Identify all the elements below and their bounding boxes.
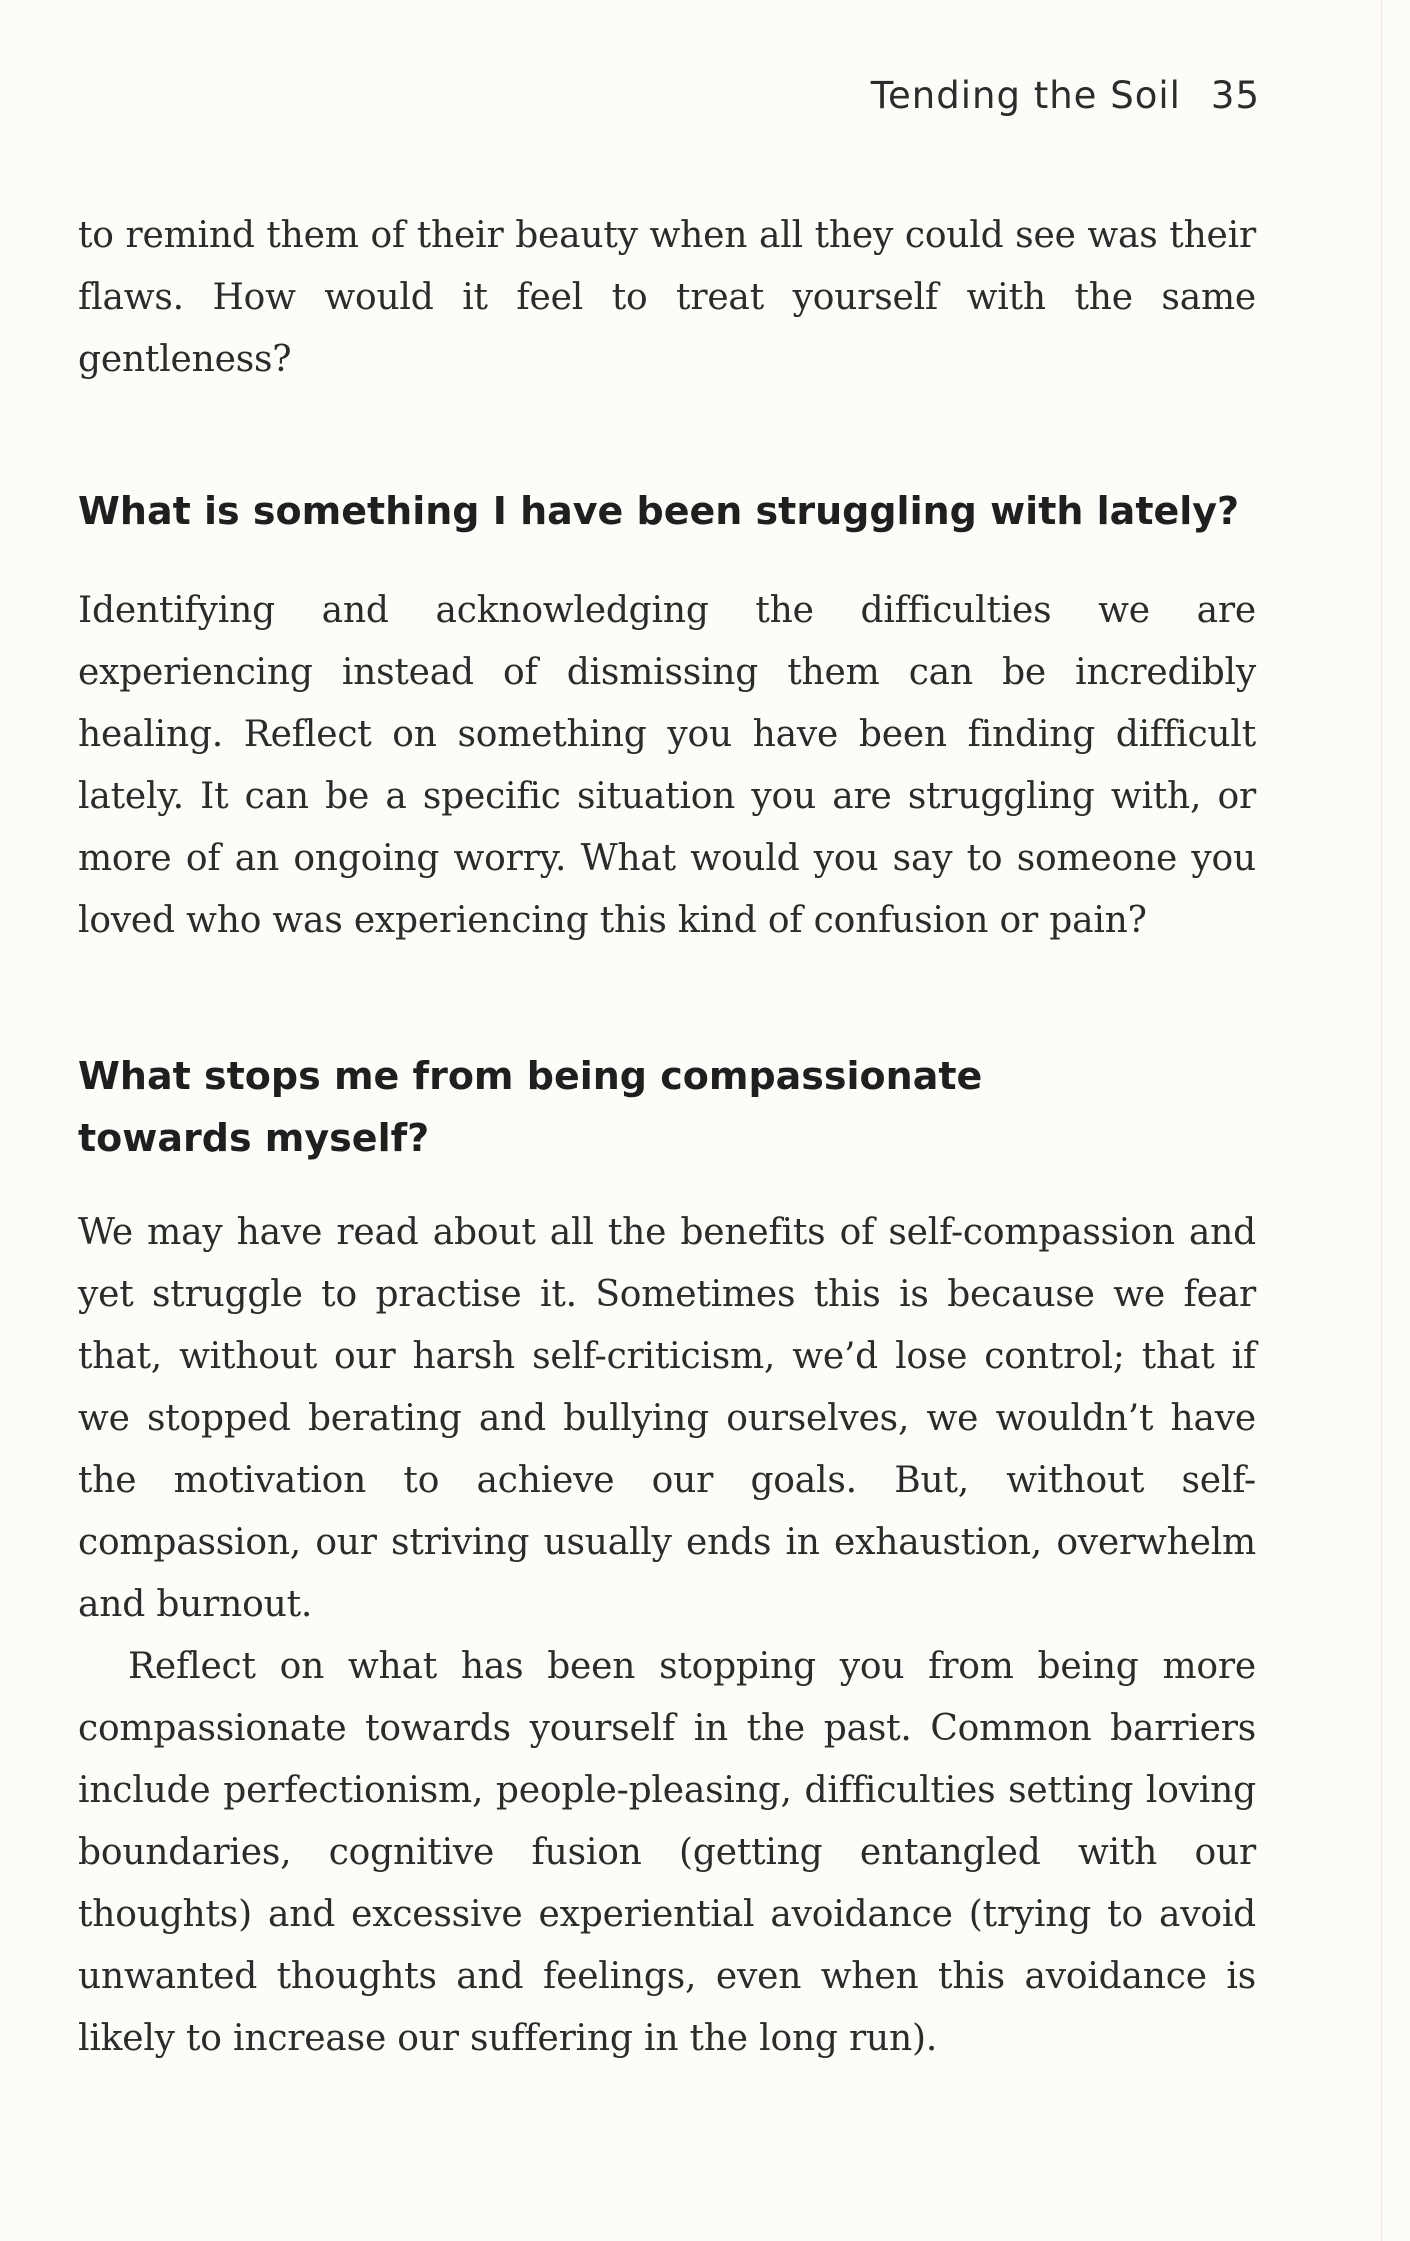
section-compassion-body: [78, 1202, 1256, 2070]
page-number: 35: [1210, 74, 1260, 117]
section-compassion: [78, 1045, 1038, 1169]
section-struggling-body: [78, 580, 1256, 952]
section-heading-compassion: What stops me from being compassionate towards myself?: [78, 1054, 983, 1160]
section-paragraph-compassion-1: We may have read about all the benefits of self-compassion and yet struggle to practise it. Sometimes this is because we fear that, without our harsh self-criticism, we’d lose control; that if we stopped berating and bullying ourselves, we wouldn’t have the motivation to achieve our goals. But, without self-compassion, our striving usually ends in exhaustion, overwhelm and burnout.: [78, 1212, 1256, 1625]
section-paragraph-struggling: Identifying and acknowledging the difficulties we are experiencing instead of dismissing them can be incredibly healing. Reflect on something you have been finding difficult lately. It can be a specific situation you are struggling with, or more of an ongoing worry. What would you say to someone you loved who was experiencing this kind of confusion or pain?: [78, 590, 1256, 941]
intro-paragraph: to remind them of their beauty when all they could see was their flaws. How would it feel to treat yourself with the same gentleness?: [78, 215, 1256, 380]
section-paragraph-compassion-2: Reflect on what has been stopping you from being more compassionate towards yourself in the past. Common barriers include perfectionism, people-pleasing, difficulties setting loving boundaries, cognitive fusion (getting entangled with our thoughts) and excessive experiential avoidance (trying to avoid unwanted thoughts and feelings, even when this avoidance is likely to increase our suffering in the long run).: [78, 1646, 1256, 2059]
intro-block: [78, 205, 1256, 391]
chapter-title: Tending the Soil: [870, 74, 1181, 117]
running-header: [871, 74, 1260, 117]
section-struggling: [78, 480, 1256, 542]
section-heading-struggling: What is something I have been struggling with lately?: [78, 489, 1240, 533]
page-edge-divider: [1381, 0, 1382, 2241]
